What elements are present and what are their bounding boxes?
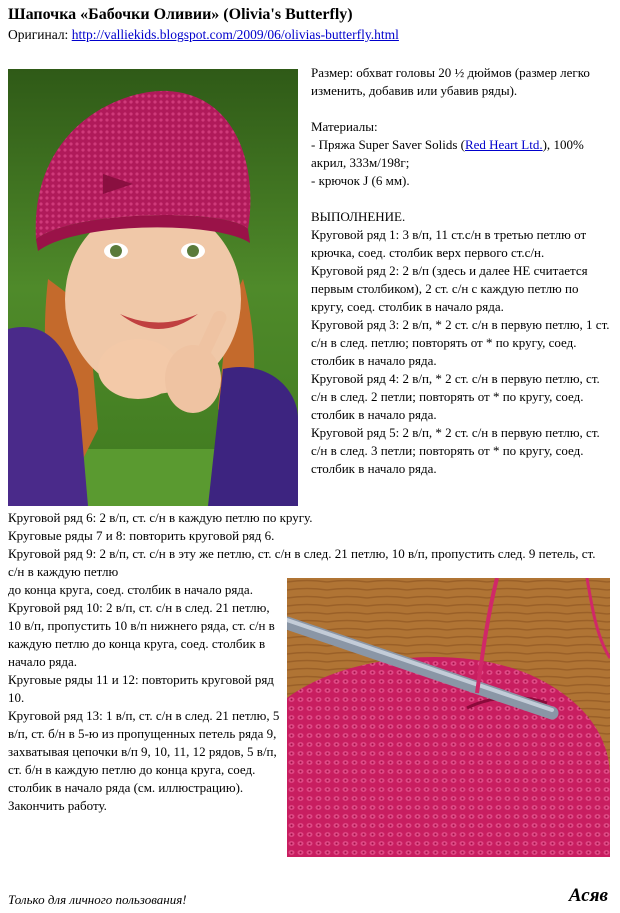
- round-6: Круговой ряд 6: 2 в/п, ст. с/н в каждую петлю по кругу.: [8, 510, 313, 525]
- round-1: Круговой ряд 1: 3 в/п, 11 ст.с/н в третью петлю от крючка, соед. столбик верх первого ст.с/н.: [311, 227, 587, 260]
- materials-hook: - крючок J (6 мм).: [311, 173, 410, 188]
- wide-text: [8, 509, 608, 581]
- rounds-11-12: Круговые ряды 11 и 12: повторить круговой ряд 10.: [8, 672, 274, 705]
- round-5: Круговой ряд 5: 2 в/п, * 2 ст. с/н в первую петлю, ст. с/н в след. 3 петли; повторять от * по кругу, соед. столбик в начало ряда.: [311, 425, 600, 476]
- round-10: Круговой ряд 10: 2 в/п, ст. с/н в след. 21 петлю, 10 в/п, пропустить 10 в/п нижнего ряда, ст. с/н в каждую петлю до конца круга, соед. столбик в начало ряда.: [8, 600, 275, 669]
- footer-note: Только для личного пользования!: [8, 892, 187, 907]
- original-label: Оригинал:: [8, 27, 69, 42]
- yarn-suffix: ),: [542, 137, 551, 152]
- left-column-text: [8, 581, 282, 815]
- original-link[interactable]: http://valliekids.blogspot.com/2009/06/olivias-butterfly.html: [71, 27, 399, 42]
- round-2: Круговой ряд 2: 2 в/п (здесь и далее НЕ считается первым столбиком), 2 ст. с/н с каждую петлю по кругу, соед. столбик в начало ряда.: [311, 263, 588, 314]
- yarn-details: 100% акрил, 333м/198г;: [311, 137, 584, 170]
- materials-yarn: [311, 136, 611, 172]
- yarn-brand-link[interactable]: Red Heart Ltd.: [464, 137, 543, 152]
- round-3: Круговой ряд 3: 2 в/п, * 2 ст. с/н в первую петлю, 1 ст. с/н в след. петлю; повторять от * по кругу, соед. столбик в начало ряда.: [311, 317, 610, 368]
- signature: Асяв: [568, 885, 608, 906]
- hat-closeup-photo: [287, 578, 610, 857]
- round-13: Круговой ряд 13: 1 в/п, ст. с/н в след. 21 петлю, 5 в/п, ст. б/н в 5-ю из пропущенных петель ряда 9, захватывая цепочки в/п 9, 10, 11, 12 рядов, 5 в/п, ст. б/н в каждую петлю до конца круга, соед. столбик в начало ряда (см. иллюстрацию). Закончить работу.: [8, 708, 280, 813]
- round-9: Круговой ряд 9: 2 в/п, ст. с/н в эту же петлю, ст. с/н в след. 21 петлю, 10 в/п, пропустить след. 9 петель, ст. с/н в каждую петлю: [8, 546, 596, 579]
- original-source: [8, 27, 399, 43]
- round-4: Круговой ряд 4: 2 в/п, * 2 ст. с/н в первую петлю, ст. с/н в след. 2 петли; повторять от * по кругу, соед. столбик в начало ряда.: [311, 371, 600, 422]
- round-9-continued: до конца круга, соед. столбик в начало ряда.: [8, 582, 253, 597]
- rounds-7-8: Круговые ряды 7 и 8: повторить круговой ряд 6.: [8, 528, 275, 543]
- right-column-text: [311, 64, 611, 478]
- page-title: Шапочка «Бабочки Оливии» (Olivia's Butterfly): [8, 6, 353, 23]
- yarn-prefix: - Пряжа Super Saver Solids (: [311, 137, 465, 152]
- girl-photo: [8, 69, 298, 506]
- materials-heading: Материалы:: [311, 119, 378, 134]
- size-text: Размер: обхват головы 20 ½ дюймов (размер легко изменить, добавив или убавив ряды).: [311, 65, 590, 98]
- instructions-heading: ВЫПОЛНЕНИЕ.: [311, 209, 406, 224]
